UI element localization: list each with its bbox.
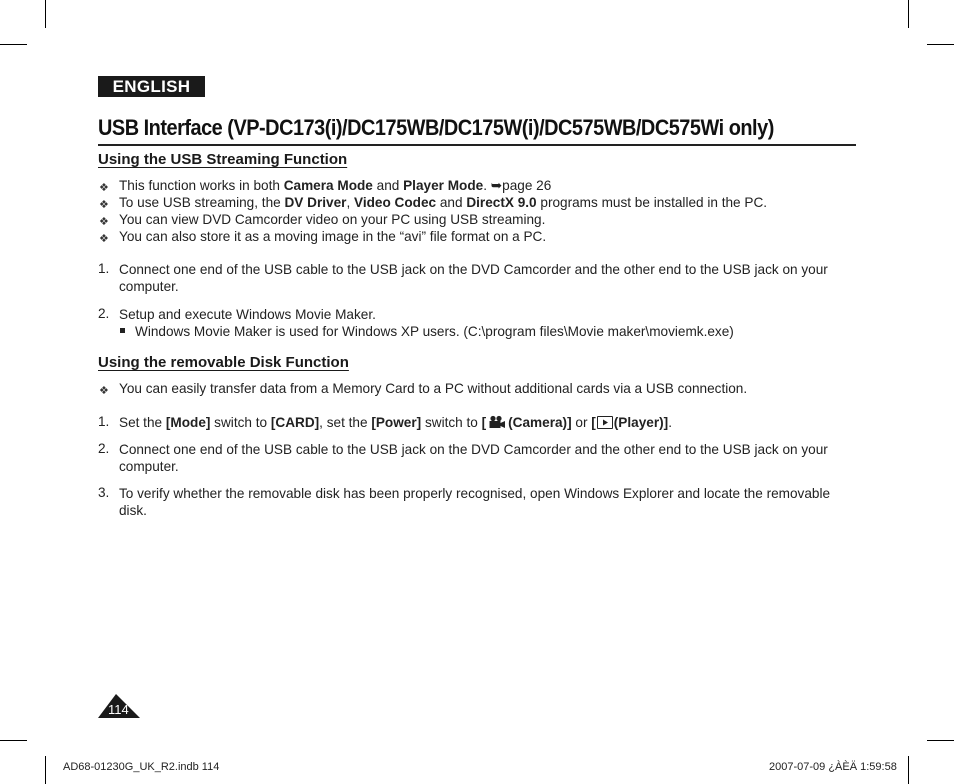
crop-mark-top-left-horizontal xyxy=(0,44,27,45)
crop-mark-top-right-horizontal xyxy=(927,44,954,45)
step-text-continued: disk. xyxy=(119,503,147,518)
bullet-item: You can view DVD Camcorder video on your PC using USB streaming. xyxy=(119,212,546,227)
bold-term: (Player)] xyxy=(613,415,669,430)
diamond-bullet-icon: ❖ xyxy=(99,216,109,228)
step-number: 1. xyxy=(98,261,110,276)
page-number-tab xyxy=(98,694,140,718)
language-badge: ENGLISH xyxy=(98,76,205,97)
bold-term: [CARD] xyxy=(270,415,320,430)
page-reference-arrow-icon: ➥ xyxy=(490,178,503,193)
bullet-text: and xyxy=(436,195,467,210)
section-heading-usb-streaming: Using the USB Streaming Function xyxy=(98,151,348,168)
step-text: Setup and execute Windows Movie Maker. xyxy=(119,307,376,322)
step-text-continued: computer. xyxy=(119,459,179,474)
bullet-text: To use USB streaming, the xyxy=(119,195,285,210)
crop-mark-bottom-right-vertical xyxy=(908,756,909,784)
diamond-bullet-icon: ❖ xyxy=(99,182,109,194)
bold-term: [Mode] xyxy=(165,415,211,430)
bullet-text: and xyxy=(372,178,404,193)
crop-mark-bottom-left-vertical xyxy=(45,756,46,784)
bullet-item xyxy=(119,177,551,194)
bold-term: (Camera)] xyxy=(508,415,572,430)
crop-mark-bottom-left-horizontal xyxy=(0,740,27,741)
bullet-item xyxy=(119,194,767,211)
page-reference: page 26 xyxy=(502,178,552,193)
section-heading-removable-disk: Using the removable Disk Function xyxy=(98,354,349,371)
bullet-text: , xyxy=(346,195,354,210)
crop-mark-top-left-vertical xyxy=(45,0,46,28)
player-mode-icon xyxy=(597,416,613,429)
step-text xyxy=(119,414,672,433)
diamond-bullet-icon: ❖ xyxy=(99,233,109,245)
footer-file-info: AD68-01230G_UK_R2.indb 114 xyxy=(63,761,220,773)
step-number: 2. xyxy=(98,306,110,321)
sub-bullet-text: Windows Movie Maker is used for Windows XP users. (C:\program files\Movie maker\moviemk.exe) xyxy=(135,324,734,339)
step-text-part: switch to xyxy=(421,415,482,430)
step-text: Connect one end of the USB cable to the USB jack on the DVD Camcorder and the other end to the USB jack on your xyxy=(119,442,828,457)
bold-term: Video Codec xyxy=(354,195,437,210)
bullet-text: This function works in both xyxy=(119,178,284,193)
square-bullet-icon xyxy=(120,328,125,333)
page-number: 114 xyxy=(108,702,129,717)
bullet-item: You can also store it as a moving image in the “avi” file format on a PC. xyxy=(119,229,547,244)
bullet-text: . xyxy=(483,178,491,193)
step-number: 2. xyxy=(98,441,110,456)
step-text-part: , set the xyxy=(319,415,372,430)
step-number: 1. xyxy=(98,414,110,429)
title-underline xyxy=(98,144,856,146)
bold-term: Player Mode xyxy=(403,178,484,193)
crop-mark-top-right-vertical xyxy=(908,0,909,28)
footer-timestamp: 2007-07-09 ¿ÀÈÄ 1:59:58 xyxy=(769,761,897,773)
diamond-bullet-icon: ❖ xyxy=(99,385,109,397)
bold-term: DV Driver xyxy=(284,195,347,210)
bold-term: [Power] xyxy=(371,415,422,430)
step-text: To verify whether the removable disk has been properly recognised, open Windows Explorer and locate the removable xyxy=(119,486,831,501)
bold-term: DirectX 9.0 xyxy=(466,195,537,210)
step-text: Connect one end of the USB cable to the USB jack on the DVD Camcorder and the other end to the USB jack on your xyxy=(119,262,828,277)
step-text-part: switch to xyxy=(210,415,271,430)
bullet-text: programs must be installed in the PC. xyxy=(536,195,768,210)
bullet-item: You can easily transfer data from a Memory Card to a PC without additional cards via a USB connection. xyxy=(119,381,748,396)
page-title: USB Interface (VP-DC173(i)/DC175WB/DC175W(i)/DC575WB/DC575Wi only) xyxy=(98,115,774,140)
crop-mark-bottom-right-horizontal xyxy=(927,740,954,741)
step-number: 3. xyxy=(98,485,110,500)
step-text-continued: computer. xyxy=(119,279,179,294)
step-text-part: . xyxy=(668,415,672,430)
bold-term: Camera Mode xyxy=(283,178,373,193)
bold-term: [ xyxy=(481,415,487,430)
bold-term: [ xyxy=(591,415,596,430)
camera-mode-icon xyxy=(488,415,506,433)
diamond-bullet-icon: ❖ xyxy=(99,199,109,211)
step-text-part: Set the xyxy=(119,415,166,430)
step-text-part: or xyxy=(571,415,592,430)
